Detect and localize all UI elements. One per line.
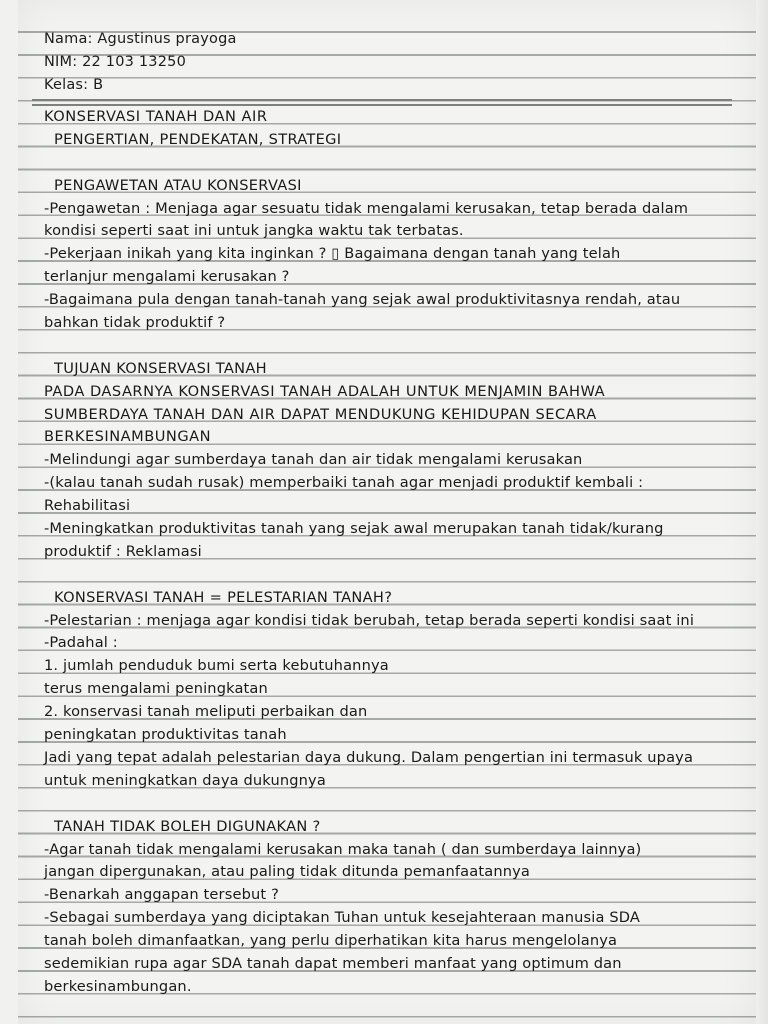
blank-line: [44, 152, 744, 175]
note-line: -(kalau tanah sudah rusak) memperbaiki tanah agar menjadi produktif kembali :: [44, 474, 644, 492]
note-line: -Meningkatkan produktivitas tanah yang sejak awal merupakan tanah tidak/kurang: [44, 520, 664, 538]
note-line: kondisi seperti saat ini untuk jangka waktu tak terbatas.: [44, 222, 464, 240]
section-heading: PENGAWETAN ATAU KONSERVASI: [54, 176, 302, 194]
note-line: -Sebagai sumberdaya yang diciptakan Tuhan untuk kesejahteraan manusia SDA: [44, 909, 641, 927]
notes-body: [44, 106, 744, 999]
section-heading: KONSERVASI TANAH = PELESTARIAN TANAH?: [54, 588, 393, 606]
note-line: terus mengalami peningkatan: [44, 680, 268, 698]
page-edge-shadow: [754, 0, 768, 1024]
student-header: [44, 28, 444, 97]
note-line: KONSERVASI TANAH DAN AIR: [44, 108, 268, 125]
note-line: Jadi yang tepat adalah pelestarian daya dukung. Dalam pengertian ini termasuk upaya: [44, 748, 694, 766]
blank-line: [44, 335, 744, 358]
note-line: -Benarkah anggapan tersebut ?: [44, 886, 279, 904]
section-heading: TANAH TIDAK BOLEH DIGUNAKAN ?: [54, 817, 321, 835]
section-heading: TUJUAN KONSERVASI TANAH: [54, 359, 267, 377]
note-line: -Pelestarian : menjaga agar kondisi tidak berubah, tetap berada seperti kondisi saat ini: [44, 611, 695, 629]
note-line: peningkatan produktivitas tanah: [44, 726, 287, 744]
note-line: -Agar tanah tidak mengalami kerusakan maka tanah ( dan sumberdaya lainnya): [44, 840, 642, 858]
note-line: 1. jumlah penduduk bumi serta kebutuhannya: [44, 657, 389, 675]
note-line: sedemikian rupa agar SDA tanah dapat memberi manfaat yang optimum dan: [44, 954, 622, 972]
note-line: -Padahal :: [44, 634, 118, 652]
note-line: terlanjur mengalami kerusakan ?: [44, 268, 290, 286]
note-line: -Melindungi agar sumberdaya tanah dan air tidak mengalami kerusakan: [44, 451, 583, 469]
student-nim: NIM: 22 103 13250: [44, 54, 186, 70]
note-line: -Pengawetan : Menjaga agar sesuatu tidak mengalami kerusakan, tetap berada dalam: [44, 199, 689, 217]
blank-line: [44, 564, 744, 587]
note-line: produktif : Reklamasi: [44, 542, 202, 560]
student-name: Nama: Agustinus prayoga: [44, 31, 237, 47]
student-class: Kelas: B: [44, 77, 104, 93]
note-line: -Bagaimana pula dengan tanah-tanah yang sejak awal produktivitasnya rendah, atau: [44, 291, 681, 309]
note-line: berkesinambungan.: [44, 977, 192, 995]
note-line: tanah boleh dimanfaatkan, yang perlu diperhatikan kita harus mengelolanya: [44, 932, 618, 950]
header-divider-top: [32, 99, 732, 101]
note-line: -Pekerjaan inikah yang kita inginkan ? ▯ Bagaimana dengan tanah yang telah: [44, 245, 621, 263]
note-line: bahkan tidak produktif ?: [44, 314, 226, 332]
blank-line: [44, 793, 744, 816]
note-line: Rehabilitasi: [44, 497, 131, 515]
section-heading: PENGERTIAN, PENDEKATAN, STRATEGI: [54, 130, 342, 148]
note-line: BERKESINAMBUNGAN: [44, 428, 212, 446]
note-line: jangan dipergunakan, atau paling tidak ditunda pemanfaatannya: [44, 863, 531, 881]
note-line: untuk meningkatkan daya dukungnya: [44, 771, 326, 789]
note-line: 2. konservasi tanah meliputi perbaikan dan: [44, 703, 368, 721]
note-line: SUMBERDAYA TANAH DAN AIR DAPAT MENDUKUNG KEHIDUPAN SECARA: [44, 405, 597, 423]
note-line: PADA DASARNYA KONSERVASI TANAH ADALAH UNTUK MENJAMIN BAHWA: [44, 382, 606, 400]
